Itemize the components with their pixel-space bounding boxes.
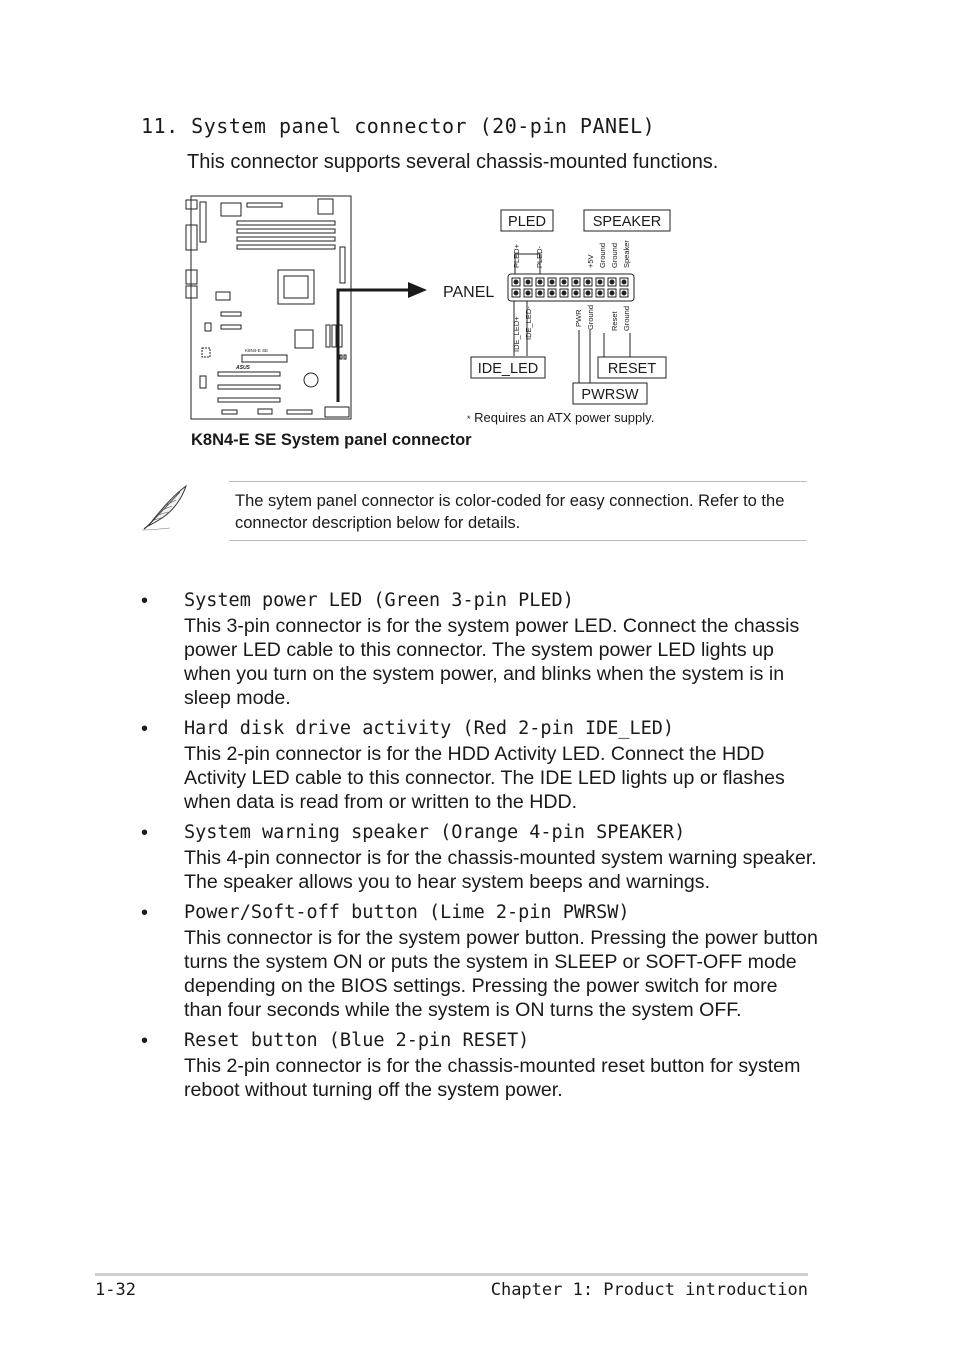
header-pin-dot bbox=[586, 280, 590, 284]
header-pin-dot bbox=[538, 291, 542, 295]
list-item-pled bbox=[141, 588, 821, 710]
group-speaker bbox=[584, 210, 670, 231]
header-pin-dot bbox=[514, 280, 518, 284]
header-pin-dot bbox=[514, 291, 518, 295]
pin-label-plus5v: +5V bbox=[586, 254, 595, 268]
brand-logo: ASUS bbox=[236, 365, 250, 371]
bullet-dot: • bbox=[141, 822, 149, 844]
pin-label-ground-2: Ground bbox=[610, 242, 619, 268]
header-pin-dot bbox=[598, 280, 602, 284]
pin-label-pled-plus: PLED+ bbox=[512, 244, 521, 268]
header-pin-dot bbox=[550, 291, 554, 295]
group-reset bbox=[598, 357, 666, 378]
note-text: The sytem panel connector is color-coded for easy connection. Refer to the connector description below for details. bbox=[235, 492, 785, 532]
header-pin-dot bbox=[574, 280, 578, 284]
list-item-title: System power LED (Green 3-pin PLED) bbox=[184, 590, 574, 611]
bullet-dot: • bbox=[141, 590, 149, 612]
header-pin-dot bbox=[598, 291, 602, 295]
header-pin-dot bbox=[610, 280, 614, 284]
pin-label-pled-minus: PLED- bbox=[535, 245, 544, 268]
list-item-pwrsw bbox=[141, 900, 821, 1022]
pin-label-ground-1: Ground bbox=[598, 242, 607, 268]
list-item-body: This 4-pin connector is for the chassis-mounted system warning speaker. The speaker allows you to hear system beeps and warnings. bbox=[184, 847, 817, 893]
header-pin-dot bbox=[586, 291, 590, 295]
connector-pointer-arrow bbox=[408, 282, 427, 298]
pin-label-pwr: PWR bbox=[574, 309, 583, 327]
pin-label-reset: Reset bbox=[610, 311, 619, 331]
list-item-ide-led bbox=[141, 716, 821, 814]
intro-text: This connector supports several chassis-mounted functions. bbox=[187, 151, 719, 173]
section-title: 11. System panel connector (20-pin PANEL) bbox=[141, 114, 656, 138]
header-pin-dot bbox=[550, 280, 554, 284]
note-box bbox=[229, 481, 807, 541]
pin-label-ide-led-minus: IDE_LED- bbox=[524, 306, 533, 340]
chapter-label: Chapter 1: Product introduction bbox=[490, 1280, 808, 1300]
pwrsw-label: PWRSW bbox=[581, 387, 639, 403]
footer-rule bbox=[95, 1273, 808, 1276]
pin-label-ground-3: Ground bbox=[586, 304, 595, 330]
header-pin-dot bbox=[574, 291, 578, 295]
reset-label: RESET bbox=[607, 361, 657, 377]
pin-label-speaker: Speaker bbox=[622, 240, 631, 268]
footnote-mark: * bbox=[467, 414, 471, 424]
panel-label: PANEL bbox=[443, 284, 495, 301]
list-item-title: Power/Soft-off button (Lime 2-pin PWRSW) bbox=[184, 902, 630, 923]
header-pin-dot bbox=[622, 291, 626, 295]
bullet-dot: • bbox=[141, 718, 149, 740]
list-item-body: This 2-pin connector is for the HDD Activity LED. Connect the HDD Activity LED cable to this connector. The IDE LED lights up or flashes when data is read from or written to the HDD. bbox=[184, 743, 785, 813]
group-pwrsw bbox=[573, 383, 647, 404]
pin-label-ide-led-plus: IDE_LED+ bbox=[512, 316, 521, 352]
bullet-dot: • bbox=[141, 1030, 149, 1052]
motherboard-illustration bbox=[186, 196, 351, 419]
group-ide-led bbox=[471, 357, 545, 378]
connector-pointer-line bbox=[338, 290, 410, 402]
group-pled bbox=[501, 210, 553, 231]
feather-pen-icon bbox=[140, 484, 190, 532]
footnote-text: Requires an ATX power supply. bbox=[474, 410, 655, 425]
pin-label-ground-4: Ground bbox=[622, 305, 631, 331]
diagram-caption: K8N4-E SE System panel connector bbox=[191, 431, 472, 449]
bullet-dot: • bbox=[141, 902, 149, 924]
list-item-body: This connector is for the system power button. Pressing the power button turns the system ON or puts the system in SLEEP or SOFT-OFF mode depending on the BIOS settings. Pressing the power switch for more than four seconds while the system is ON turns the system OFF. bbox=[184, 927, 818, 1021]
header-pin-dot bbox=[610, 291, 614, 295]
panel-connector-diagram bbox=[0, 0, 954, 470]
footnote bbox=[467, 410, 654, 425]
pled-label: PLED bbox=[508, 214, 546, 230]
list-item-title: Reset button (Blue 2-pin RESET) bbox=[184, 1030, 530, 1051]
connector-description-list bbox=[141, 588, 821, 1108]
header-pin-dot bbox=[526, 291, 530, 295]
header-pin-dot bbox=[562, 280, 566, 284]
board-label: K8N4-E SE bbox=[245, 348, 269, 353]
header-pin-dot bbox=[562, 291, 566, 295]
header-pin-dot bbox=[622, 280, 626, 284]
page-number: 1-32 bbox=[95, 1280, 136, 1300]
list-item-title: Hard disk drive activity (Red 2-pin IDE_LED) bbox=[184, 718, 675, 739]
pin-header bbox=[508, 274, 634, 301]
pwrsw-bracket bbox=[579, 330, 590, 383]
speaker-label: SPEAKER bbox=[592, 214, 662, 230]
list-item-speaker bbox=[141, 820, 821, 894]
list-item-title: System warning speaker (Orange 4-pin SPEAKER) bbox=[184, 822, 686, 843]
list-item-body: This 2-pin connector is for the chassis-mounted reset button for system reboot without turning off the system power. bbox=[184, 1055, 801, 1101]
header-pin-dot bbox=[526, 280, 530, 284]
list-item-body: This 3-pin connector is for the system power LED. Connect the chassis power LED cable to this connector. The system power LED lights up when you turn on the system power, and blinks when the system is in sleep mode. bbox=[184, 615, 800, 709]
header-pin-dot bbox=[538, 280, 542, 284]
reset-bracket bbox=[604, 333, 630, 357]
ide-led-label: IDE_LED bbox=[477, 361, 539, 377]
list-item-reset bbox=[141, 1028, 821, 1102]
